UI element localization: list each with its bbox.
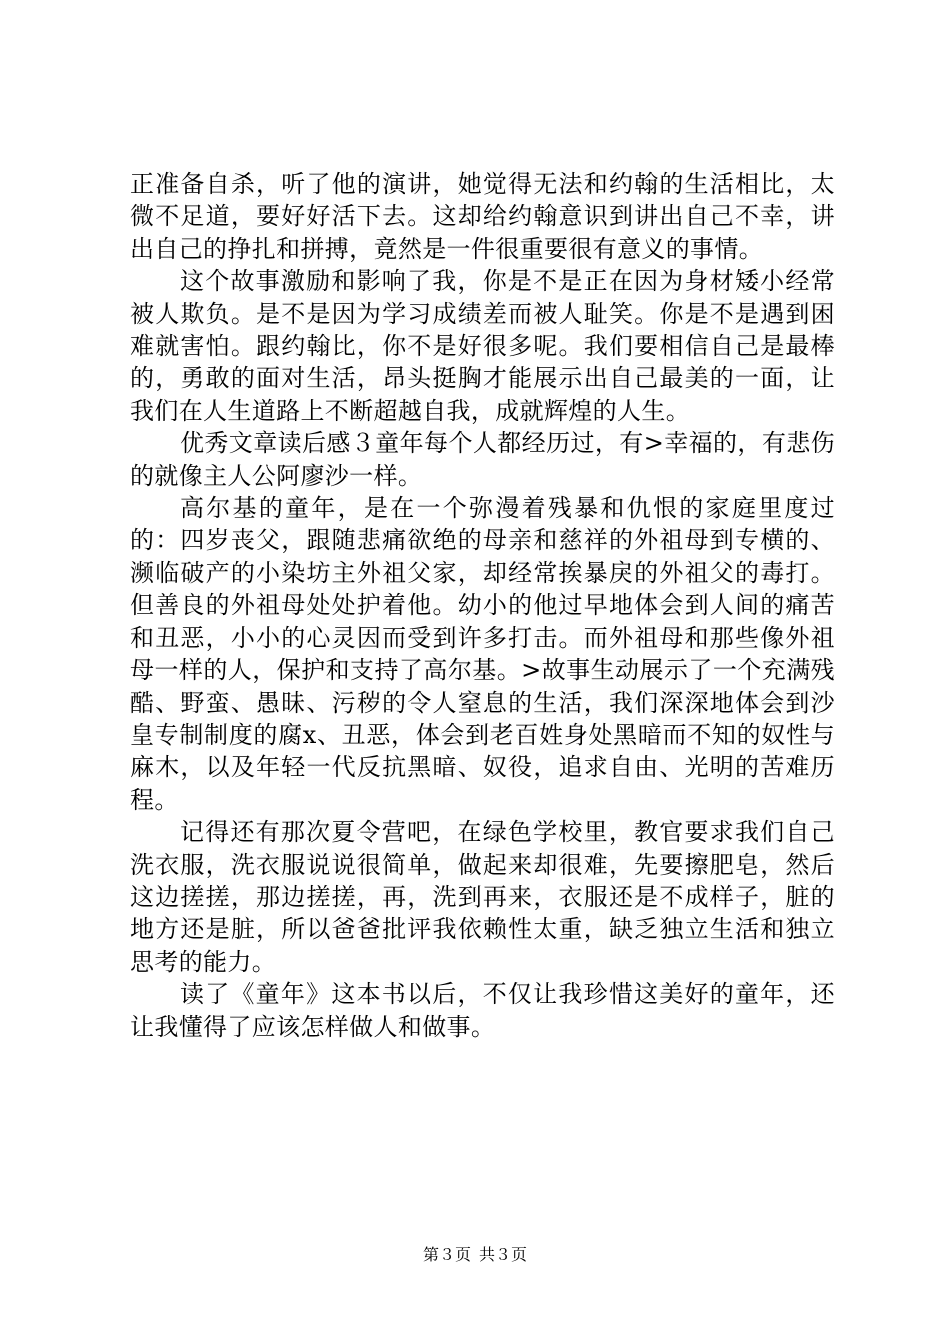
paragraph-3: 优秀文章读后感３童年每个人都经历过，有>幸福的，有悲伤的就像主人公阿廖沙一样。 xyxy=(130,429,835,490)
page-total: 共３页 xyxy=(479,1245,528,1264)
paragraph-4: 高尔基的童年，是在一个弥漫着残暴和仇恨的家庭里度过的：四岁丧父，跟随悲痛欲绝的母亲和慈祥的外祖母到专横的、濒临破产的小染坊主外祖父家，却经常挨暴戾的外祖父的毒打。但善良的外祖母处处护着他。幼小的他过早地体会到人间的痛苦和丑恶，小小的心灵因而受到许多打击。而外祖母和那些像外祖母一样的人，保护和支持了高尔基。>故事生动展示了一个充满残酷、野蛮、愚昧、污秽的令人窒息的生活，我们深深地体会到沙皇专制制度的腐x、丑恶，体会到老百姓身处黑暗而不知的奴性与麻木，以及年轻一代反抗黑暗、奴役，追求自由、光明的苦难历程。 xyxy=(130,494,835,814)
paragraph-6: 读了《童年》这本书以后，不仅让我珍惜这美好的童年，还让我懂得了应该怎样做人和做事。 xyxy=(130,980,835,1041)
article-body xyxy=(130,168,835,1043)
page-number: 第３页 xyxy=(422,1245,471,1264)
paragraph-2: 这个故事激励和影响了我，你是不是正在因为身材矮小经常被人欺负。是不是因为学习成绩差而被人耻笑。你是不是遇到困难就害怕。跟约翰比，你不是好很多呢。我们要相信自己是最棒的，勇敢的面对生活，昂头挺胸才能展示出自己最美的一面，让我们在人生道路上不断超越自我，成就辉煌的人生。 xyxy=(130,267,835,425)
paragraph-1: 正准备自杀，听了他的演讲，她觉得无法和约翰的生活相比，太微不足道，要好好活下去。这却给约翰意识到讲出自己不幸，讲出自己的挣扎和拼搏，竟然是一件很重要很有意义的事情。 xyxy=(130,170,835,263)
paragraph-5: 记得还有那次夏令营吧，在绿色学校里，教官要求我们自己洗衣服，洗衣服说说很简单，做起来却很难，先要擦肥皂，然后这边搓搓，那边搓搓，再，洗到再来，衣服还是不成样子，脏的地方还是脏，所以爸爸批评我依赖性太重，缺乏独立生活和独立思考的能力。 xyxy=(130,818,835,976)
page-footer xyxy=(0,1245,950,1265)
